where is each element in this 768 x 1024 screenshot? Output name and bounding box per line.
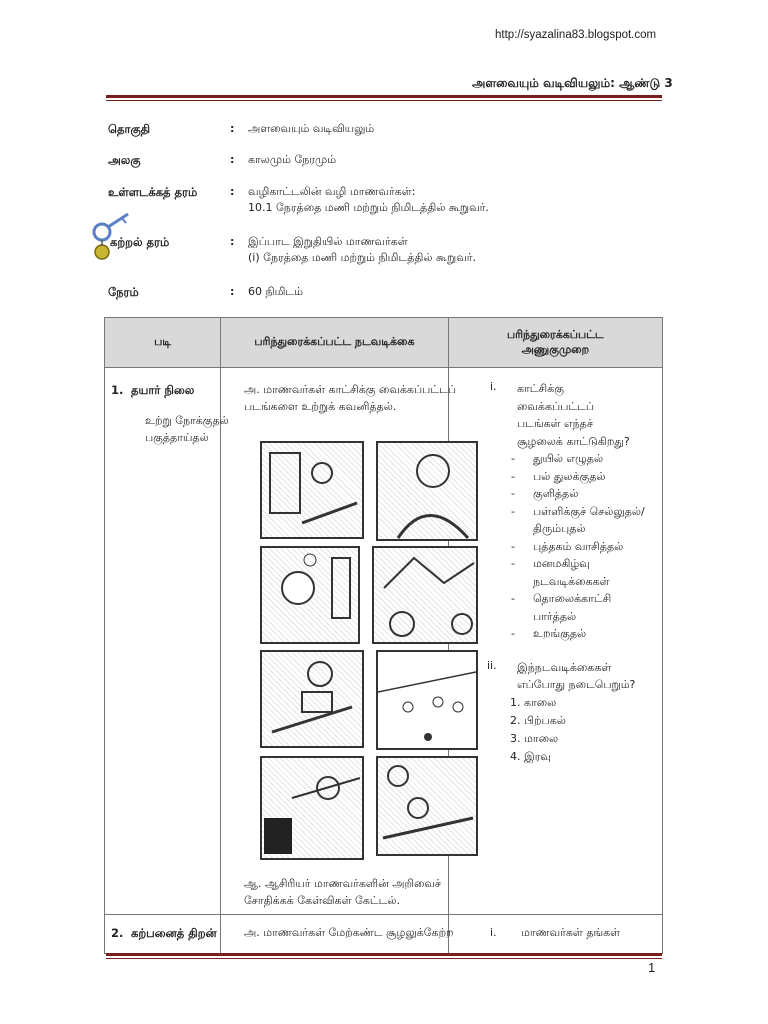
footer-rule-thin [106,958,662,959]
picture-cycling [372,546,478,644]
list-item: - உறங்குதல் [505,625,655,643]
list-item: - குளித்தல் [505,485,655,503]
header-approach: பரிந்துரைக்கப்பட்ட அணுகுமுறை [448,318,662,368]
info-colon: : [230,185,235,198]
info-label-unit: அலகு [108,153,141,167]
picture-waking-up [260,441,364,539]
info-colon: : [230,122,235,135]
info-label-time: நேரம் [108,285,139,299]
list-item: - துயில் எழுதல் [505,450,655,468]
list-item: - பள்ளிக்குச் செல்லுதல்/திரும்புதல் [505,503,655,538]
step-1-number: 1. [111,383,124,397]
header-rule-thin [106,100,662,101]
blog-url[interactable]: http://syazalina83.blogspot.com [495,29,657,41]
page-number: 1 [648,960,656,975]
footer-rule-thick [106,953,662,956]
activity-2: அ. மாணவர்கள் மேற்கண்ட சூழலுக்கேற்ற [244,926,454,939]
info-value-time: 60 நிமிடம் [248,285,304,298]
info-colon: : [230,285,235,298]
approach-i-question: காட்சிக்கு வைக்கப்பட்டப் படங்கள் எந்தச் சூழலைக் காட்டுகிறது? [517,382,630,448]
subject-title: அளவையும் வடிவியலும்: ஆண்டு 3 [472,76,673,90]
step-2-title: கற்பனைத் திறன் [131,926,217,940]
info-value-content-standard: வழிகாட்டலின் வழி மாணவர்கள்: [248,185,416,198]
list-item: - மனமகிழ்வு நடவடிக்கைகள் [505,555,655,590]
info-value-module: அளவையும் வடிவியலும் [248,122,375,135]
header-activity: பரிந்துரைக்கப்பட்ட நடவடிக்கை [221,318,448,368]
info-label-content-standard: உள்ளடக்கத் தரம் [108,185,198,199]
list-item: - தொலைக்காட்சி பார்த்தல் [505,590,655,625]
info-label-module: தொகுதி [108,122,151,136]
info-colon: : [230,235,235,248]
picture-watching-tv [260,756,364,860]
step-1-title: தயார் நிலை [131,383,195,397]
approach-ii-question: இந்நடவடிக்கைகள் எப்போது நடைபெறும்? [517,661,636,691]
picture-sleeping [376,756,478,856]
info-colon: : [230,153,235,166]
approach-2-text: மாணவர்கள் தங்கள் [521,926,621,939]
approach-ii-number: ii. [487,659,497,672]
approach-i-number: i. [490,380,497,393]
approach-2-number: i. [490,926,497,939]
picture-playing-football [376,650,478,750]
activity-list [505,450,655,643]
picture-reading [260,650,364,748]
picture-phone-call [260,546,360,644]
step-2-number: 2. [111,926,124,940]
header-step: படி [105,318,221,368]
info-value-content-standard-2: 10.1 நேரத்தை மணி மற்றும் நிமிடத்தில் கூறுவர். [248,201,489,214]
list-item: - பல் துலக்குதல் [505,468,655,486]
list-item: - புத்தகம் வாசித்தல் [505,538,655,556]
activity-a: அ. மாணவர்கள் காட்சிக்கு வைக்கப்பட்டப் படங்களை உற்றுக் கவனித்தல். [244,383,457,413]
step-1-sub-analyse: பகுத்தாய்தல் [145,431,209,444]
info-value-learning-standard: இப்பாட இறுதியில் மாணவர்கள் [248,235,408,248]
time-of-day-list [510,694,566,766]
list-item: 4. இரவு [510,750,551,763]
list-item: 3. மாலை [510,732,559,745]
info-value-unit: காலமும் நேரமும் [248,153,337,166]
step-1-sub-observe: உற்று நோக்குதல் [145,414,229,427]
header-rule-thick [106,95,662,98]
list-item: 2. பிற்பகல் [510,714,566,727]
list-item: 1. காலை [510,696,557,709]
activity-b: ஆ. ஆசிரியர் மாணவர்களின் அறிவைச் சோதிக்கக் கேள்விகள் கேட்டல். [244,877,441,907]
picture-brushing-teeth [376,441,478,541]
info-value-learning-standard-2: (i) நேரத்தை மணி மற்றும் நிமிடத்தில் கூறுவர். [248,251,477,264]
info-label-learning-standard: கற்றல் தரம் [110,235,170,249]
